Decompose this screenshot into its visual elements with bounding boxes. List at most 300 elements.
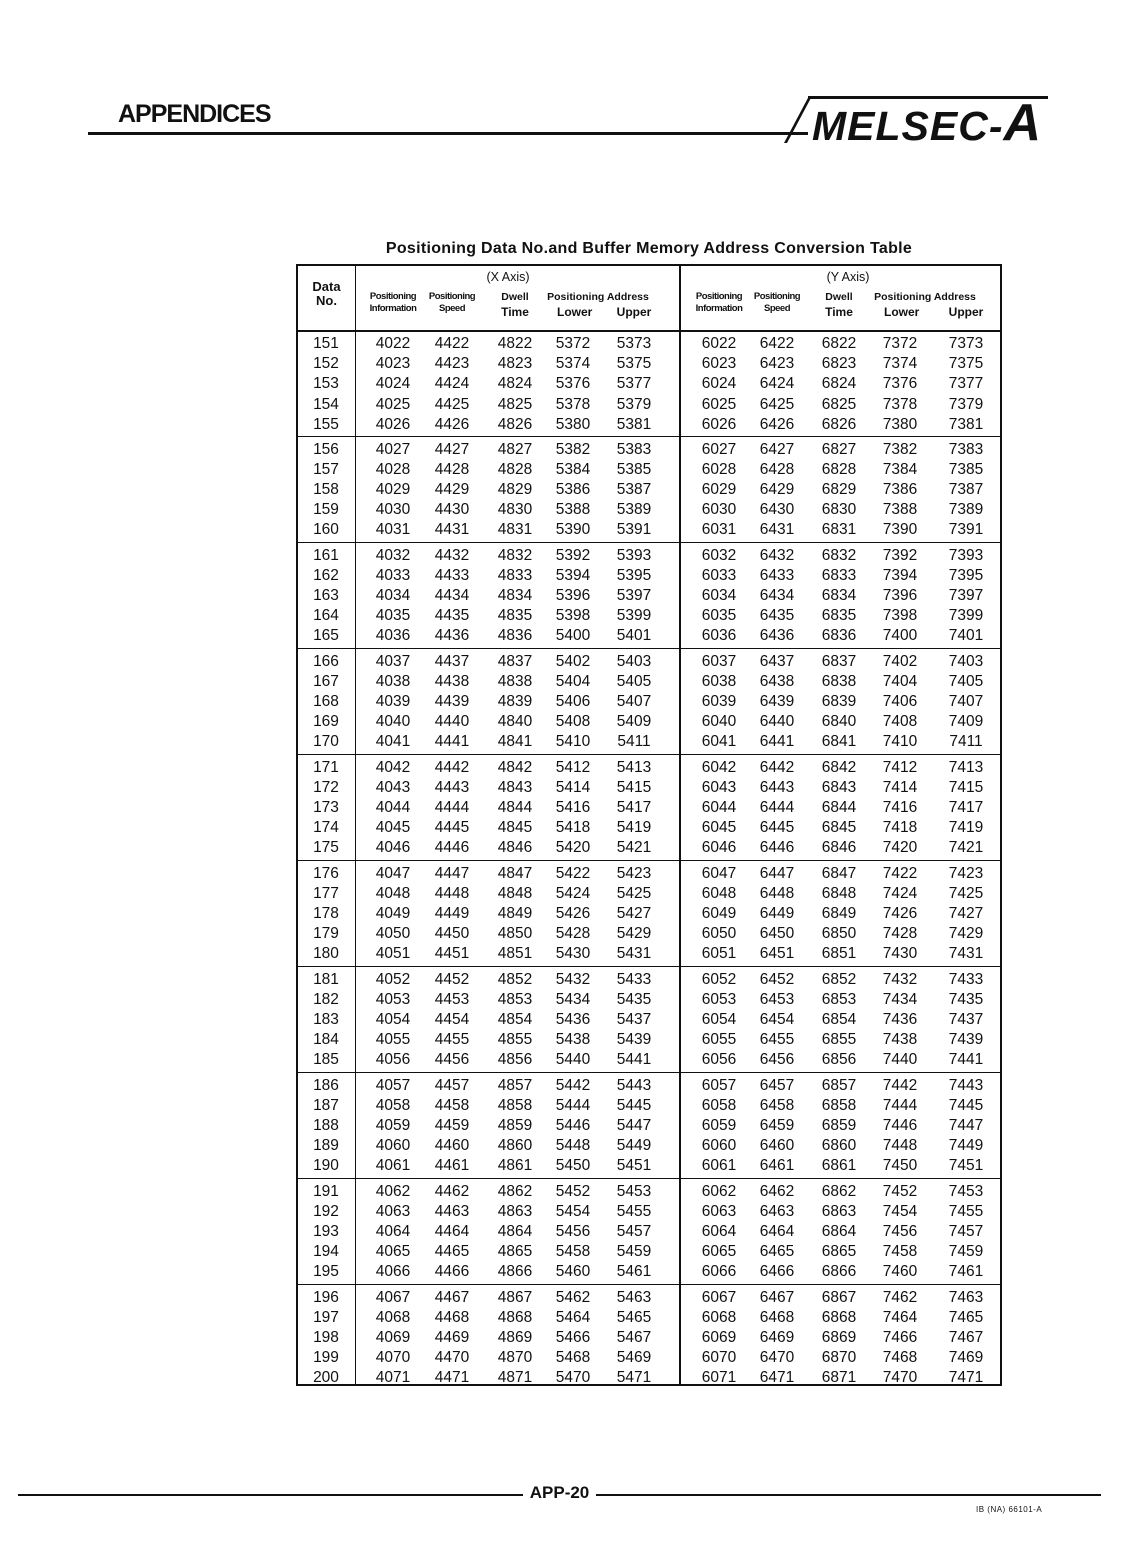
address-cell: 5466	[555, 1328, 591, 1346]
address-cell: 4438	[434, 672, 470, 690]
column-header-line1	[633, 291, 636, 303]
address-cell: 7428	[882, 925, 918, 943]
address-cell: 4866	[497, 1263, 533, 1281]
table-row	[298, 924, 1000, 944]
address-cell: 4448	[434, 884, 470, 902]
address-cell: 6862	[821, 1182, 857, 1200]
address-cell: 4450	[434, 925, 470, 943]
address-cell: 4859	[497, 1116, 533, 1134]
address-cell: 4451	[434, 945, 470, 963]
table-row	[298, 626, 1000, 646]
address-cell: 4042	[375, 758, 411, 776]
table-row	[298, 798, 1000, 818]
address-cell: 5372	[555, 335, 591, 352]
address-cell: 7427	[948, 904, 984, 922]
address-cell: 4038	[375, 672, 411, 690]
address-cell: 6422	[759, 335, 795, 352]
table-group	[298, 648, 1000, 755]
table-row	[298, 1328, 1000, 1348]
address-cell: 7441	[948, 1051, 984, 1069]
address-cell: 5413	[616, 758, 652, 776]
address-cell: 5433	[616, 970, 652, 988]
brand-slash	[784, 97, 811, 143]
address-cell: 6846	[821, 839, 857, 857]
address-cell: 4028	[375, 460, 411, 478]
address-cell: 5461	[616, 1263, 652, 1281]
address-cell: 7454	[882, 1202, 918, 1220]
address-cell: 4067	[375, 1288, 411, 1306]
address-cell: 4849	[497, 904, 533, 922]
address-cell: 5393	[616, 546, 652, 564]
address-cell: 5373	[616, 335, 652, 352]
address-cell: 5420	[555, 839, 591, 857]
address-cell: 7374	[882, 355, 918, 373]
address-cell: 4063	[375, 1202, 411, 1220]
address-cell: 4049	[375, 904, 411, 922]
address-cell: 5458	[555, 1243, 591, 1261]
data-no-cell: 154	[313, 395, 339, 413]
column-header-line1: Dwell	[825, 291, 853, 303]
address-cell: 6025	[701, 395, 737, 413]
address-cell: 4470	[434, 1349, 470, 1367]
address-cell: 6064	[701, 1222, 737, 1240]
data-no-cell: 197	[313, 1308, 339, 1326]
address-cell: 5376	[555, 375, 591, 393]
address-cell: 4449	[434, 904, 470, 922]
address-cell: 6433	[759, 566, 795, 584]
address-cell: 6062	[701, 1182, 737, 1200]
address-cell: 6434	[759, 586, 795, 604]
address-cell: 5462	[555, 1288, 591, 1306]
address-cell: 7386	[882, 480, 918, 498]
address-cell: 4870	[497, 1349, 533, 1367]
table-row	[298, 1050, 1000, 1070]
section-title: APPENDICES	[118, 100, 271, 128]
table-row	[298, 1288, 1000, 1308]
address-cell: 5467	[616, 1328, 652, 1346]
address-cell: 4441	[434, 733, 470, 751]
column-header-line1: Positioning Address	[547, 291, 649, 303]
data-no-cell: 196	[313, 1288, 339, 1306]
address-cell: 6035	[701, 607, 737, 625]
table-group	[298, 330, 1000, 436]
address-cell: 6054	[701, 1010, 737, 1028]
address-cell: 5411	[617, 733, 651, 751]
address-cell: 5389	[616, 501, 652, 519]
address-cell: 6023	[701, 355, 737, 373]
address-cell: 6864	[821, 1222, 857, 1240]
address-cell: 4833	[497, 566, 533, 584]
address-cell: 7399	[948, 607, 984, 625]
address-cell: 7393	[948, 546, 984, 564]
address-cell: 6824	[821, 375, 857, 393]
address-cell: 7467	[948, 1328, 984, 1346]
address-cell: 5402	[555, 652, 591, 670]
address-cell: 6065	[701, 1243, 737, 1261]
address-cell: 6838	[821, 672, 857, 690]
address-cell: 6031	[701, 521, 737, 539]
address-cell: 5412	[555, 758, 591, 776]
address-cell: 7447	[948, 1116, 984, 1134]
table-row	[298, 904, 1000, 924]
address-cell: 6470	[759, 1349, 795, 1367]
data-no-cell: 172	[313, 778, 339, 796]
data-no-cell: 181	[313, 970, 339, 988]
data-no-cell: 178	[313, 904, 339, 922]
address-cell: 5464	[555, 1308, 591, 1326]
address-cell: 6457	[759, 1076, 795, 1094]
address-cell: 4835	[497, 607, 533, 625]
table-row	[298, 440, 1000, 460]
address-cell: 4857	[497, 1076, 533, 1094]
footer-rule-right	[596, 1494, 1101, 1496]
address-cell: 7408	[882, 713, 918, 731]
address-cell: 4065	[375, 1243, 411, 1261]
data-no-cell: 186	[313, 1076, 339, 1094]
address-cell: 7438	[882, 1031, 918, 1049]
address-cell: 4060	[375, 1137, 411, 1155]
address-cell: 5426	[555, 904, 591, 922]
table-row	[298, 1308, 1000, 1328]
address-cell: 5417	[616, 798, 652, 816]
address-cell: 6443	[759, 778, 795, 796]
address-cell: 5431	[616, 945, 652, 963]
address-cell: 7379	[948, 395, 984, 413]
data-no-cell: 185	[313, 1051, 339, 1069]
address-cell: 4865	[497, 1243, 533, 1261]
address-cell: 4844	[497, 798, 533, 816]
address-cell: 4057	[375, 1076, 411, 1094]
address-cell: 4847	[497, 864, 533, 882]
address-cell: 5400	[555, 627, 591, 645]
column-header-line2: Upper	[948, 304, 984, 319]
table-row	[298, 415, 1000, 435]
address-cell: 4040	[375, 713, 411, 731]
address-cell: 4455	[434, 1031, 470, 1049]
address-cell: 4061	[375, 1157, 411, 1175]
address-cell: 6067	[701, 1288, 737, 1306]
address-cell: 7378	[882, 395, 918, 413]
address-cell: 5454	[555, 1202, 591, 1220]
address-cell: 7411	[949, 733, 983, 751]
address-cell: 7451	[948, 1157, 984, 1175]
address-cell: 4823	[497, 355, 533, 373]
address-cell: 5401	[616, 627, 652, 645]
address-cell: 5375	[616, 355, 652, 373]
address-cell: 6042	[701, 758, 737, 776]
address-cell: 7402	[882, 652, 918, 670]
address-cell: 7416	[882, 798, 918, 816]
data-no-cell: 173	[313, 798, 339, 816]
address-cell: 6837	[821, 652, 857, 670]
address-cell: 7460	[882, 1263, 918, 1281]
address-cell: 6459	[759, 1116, 795, 1134]
address-cell: 6036	[701, 627, 737, 645]
address-cell: 5449	[616, 1137, 652, 1155]
address-cell: 7435	[948, 990, 984, 1008]
address-cell: 7407	[948, 692, 984, 710]
address-cell: 5468	[555, 1349, 591, 1367]
address-cell: 7410	[882, 733, 918, 751]
address-cell: 4842	[497, 758, 533, 776]
address-cell: 5385	[616, 460, 652, 478]
table-row	[298, 586, 1000, 606]
column-header-line1: Positioning	[428, 291, 476, 302]
column-header-line2: Upper	[616, 304, 652, 319]
address-cell: 7420	[882, 839, 918, 857]
address-cell: 4845	[497, 819, 533, 837]
address-cell: 7455	[948, 1202, 984, 1220]
address-cell: 4453	[434, 990, 470, 1008]
address-cell: 6851	[821, 945, 857, 963]
address-cell: 7436	[882, 1010, 918, 1028]
address-cell: 6052	[701, 970, 737, 988]
address-cell: 6439	[759, 692, 795, 710]
address-cell: 6445	[759, 819, 795, 837]
address-cell: 4035	[375, 607, 411, 625]
address-cell: 6464	[759, 1222, 795, 1240]
address-cell: 6070	[701, 1349, 737, 1367]
table-group	[298, 1284, 1000, 1391]
address-cell: 4858	[497, 1096, 533, 1114]
address-cell: 5414	[555, 778, 591, 796]
address-cell: 5419	[616, 819, 652, 837]
address-cell: 5471	[616, 1369, 652, 1387]
address-cell: 6048	[701, 884, 737, 902]
address-cell: 6869	[821, 1328, 857, 1346]
address-cell: 7392	[882, 546, 918, 564]
address-cell: 6032	[701, 546, 737, 564]
table-row	[298, 990, 1000, 1010]
address-cell: 7439	[948, 1031, 984, 1049]
address-cell: 5434	[555, 990, 591, 1008]
conversion-table	[296, 264, 1002, 1386]
address-cell: 4832	[497, 546, 533, 564]
address-cell: 5388	[555, 501, 591, 519]
address-cell: 4824	[497, 375, 533, 393]
address-cell: 6860	[821, 1137, 857, 1155]
address-cell: 6051	[701, 945, 737, 963]
address-cell: 4022	[375, 335, 411, 352]
address-cell: 4048	[375, 884, 411, 902]
table-title: Positioning Data No.and Buffer Memory Address Conversion Table	[385, 240, 913, 257]
address-cell: 4452	[434, 970, 470, 988]
address-cell: 4440	[434, 713, 470, 731]
address-cell: 7384	[882, 460, 918, 478]
address-cell: 5463	[616, 1288, 652, 1306]
address-cell: 4425	[434, 395, 470, 413]
address-cell: 5435	[616, 990, 652, 1008]
address-cell: 4439	[434, 692, 470, 710]
table-row	[298, 606, 1000, 626]
address-cell: 5407	[616, 692, 652, 710]
table-row	[298, 1096, 1000, 1116]
table-row	[298, 1242, 1000, 1262]
data-no-cell: 151	[313, 335, 339, 352]
address-cell: 6039	[701, 692, 737, 710]
address-cell: 5422	[555, 864, 591, 882]
address-cell: 6060	[701, 1137, 737, 1155]
address-cell: 6462	[759, 1182, 795, 1200]
address-cell: 5383	[616, 440, 652, 458]
column-header-line2: Lower	[557, 304, 593, 319]
address-cell: 5390	[555, 521, 591, 539]
x-column-header-5	[599, 292, 669, 319]
address-cell: 5397	[616, 586, 652, 604]
address-cell: 4433	[434, 566, 470, 584]
address-cell: 7375	[948, 355, 984, 373]
data-no-cell: 155	[313, 415, 339, 433]
address-cell: 7434	[882, 990, 918, 1008]
column-header-line2: Speed	[438, 303, 465, 315]
data-no-cell: 192	[313, 1202, 339, 1220]
address-cell: 4043	[375, 778, 411, 796]
table-row	[298, 1030, 1000, 1050]
address-cell: 7395	[948, 566, 984, 584]
data-no-cell: 188	[313, 1116, 339, 1134]
address-cell: 4827	[497, 440, 533, 458]
table-row	[298, 652, 1000, 672]
address-cell: 7449	[948, 1137, 984, 1155]
page-number: APP-20	[529, 1483, 590, 1502]
footer-rule-left	[18, 1494, 523, 1496]
address-cell: 4037	[375, 652, 411, 670]
address-cell: 5392	[555, 546, 591, 564]
address-cell: 4427	[434, 440, 470, 458]
address-cell: 6436	[759, 627, 795, 645]
table-row	[298, 672, 1000, 692]
address-cell: 5410	[555, 733, 591, 751]
address-cell: 5469	[616, 1349, 652, 1367]
address-cell: 7459	[948, 1243, 984, 1261]
address-cell: 6825	[821, 395, 857, 413]
address-cell: 4460	[434, 1137, 470, 1155]
address-cell: 5436	[555, 1010, 591, 1028]
address-cell: 6056	[701, 1051, 737, 1069]
address-cell: 7452	[882, 1182, 918, 1200]
address-cell: 4838	[497, 672, 533, 690]
address-cell: 6069	[701, 1328, 737, 1346]
address-cell: 7403	[948, 652, 984, 670]
address-cell: 6845	[821, 819, 857, 837]
address-cell: 6856	[821, 1051, 857, 1069]
address-cell: 6022	[701, 335, 737, 352]
address-cell: 5409	[616, 713, 652, 731]
address-cell: 7401	[948, 627, 984, 645]
address-cell: 4026	[375, 415, 411, 433]
address-cell: 4856	[497, 1051, 533, 1069]
data-no-cell: 165	[313, 627, 339, 645]
address-cell: 5441	[616, 1051, 652, 1069]
address-cell: 7417	[948, 798, 984, 816]
address-cell: 4064	[375, 1222, 411, 1240]
data-no-cell: 158	[313, 480, 339, 498]
address-cell: 4446	[434, 839, 470, 857]
address-cell: 7470	[882, 1369, 918, 1387]
address-cell: 7453	[948, 1182, 984, 1200]
y-column-header-5	[931, 292, 1001, 319]
table-group	[298, 966, 1000, 1073]
y-column-header-3	[802, 292, 876, 319]
address-cell: 5465	[616, 1308, 652, 1326]
address-cell: 5404	[555, 672, 591, 690]
address-cell: 5386	[555, 480, 591, 498]
address-cell: 6865	[821, 1243, 857, 1261]
address-cell: 6027	[701, 440, 737, 458]
address-cell: 4828	[497, 460, 533, 478]
data-no-cell: 184	[313, 1031, 339, 1049]
address-cell: 6834	[821, 586, 857, 604]
address-cell: 7430	[882, 945, 918, 963]
address-cell: 6844	[821, 798, 857, 816]
address-cell: 5381	[616, 415, 652, 433]
column-header-line1: Positioning	[695, 291, 743, 302]
address-cell: 5379	[616, 395, 652, 413]
address-cell: 4848	[497, 884, 533, 902]
address-cell: 6465	[759, 1243, 795, 1261]
data-no-cell: 182	[313, 990, 339, 1008]
address-cell: 6833	[821, 566, 857, 584]
address-cell: 4071	[375, 1369, 411, 1387]
data-no-cell: 175	[313, 839, 339, 857]
address-cell: 4852	[497, 970, 533, 988]
table-group	[298, 1178, 1000, 1285]
address-cell: 7373	[948, 335, 984, 352]
address-cell: 7372	[882, 335, 918, 352]
address-cell: 6057	[701, 1076, 737, 1094]
address-cell: 6827	[821, 440, 857, 458]
address-cell: 6050	[701, 925, 737, 943]
address-cell: 4463	[434, 1202, 470, 1220]
data-no-cell: 189	[313, 1137, 339, 1155]
address-cell: 5398	[555, 607, 591, 625]
table-row	[298, 884, 1000, 904]
address-cell: 6460	[759, 1137, 795, 1155]
data-no-cell: 171	[313, 758, 339, 776]
address-cell: 6049	[701, 904, 737, 922]
address-cell: 6450	[759, 925, 795, 943]
address-cell: 4422	[434, 335, 470, 352]
address-cell: 5444	[555, 1096, 591, 1114]
address-cell: 5405	[616, 672, 652, 690]
address-cell: 5439	[616, 1031, 652, 1049]
address-cell: 7390	[882, 521, 918, 539]
data-no-cell: 177	[313, 884, 339, 902]
address-cell: 4447	[434, 864, 470, 882]
address-cell: 5450	[555, 1157, 591, 1175]
address-cell: 6858	[821, 1096, 857, 1114]
address-cell: 4032	[375, 546, 411, 564]
address-cell: 6853	[821, 990, 857, 1008]
address-cell: 7461	[948, 1263, 984, 1281]
address-cell: 6444	[759, 798, 795, 816]
brand-logo	[812, 94, 1043, 152]
address-cell: 5418	[555, 819, 591, 837]
address-cell: 6033	[701, 566, 737, 584]
address-cell: 7465	[948, 1308, 984, 1326]
address-cell: 6468	[759, 1308, 795, 1326]
address-cell: 4843	[497, 778, 533, 796]
address-cell: 7440	[882, 1051, 918, 1069]
address-cell: 4423	[434, 355, 470, 373]
address-cell: 5380	[555, 415, 591, 433]
address-cell: 4831	[497, 521, 533, 539]
table-header	[298, 266, 1000, 332]
address-cell: 4025	[375, 395, 411, 413]
table-row	[298, 838, 1000, 858]
table-row	[298, 732, 1000, 752]
address-cell: 6423	[759, 355, 795, 373]
